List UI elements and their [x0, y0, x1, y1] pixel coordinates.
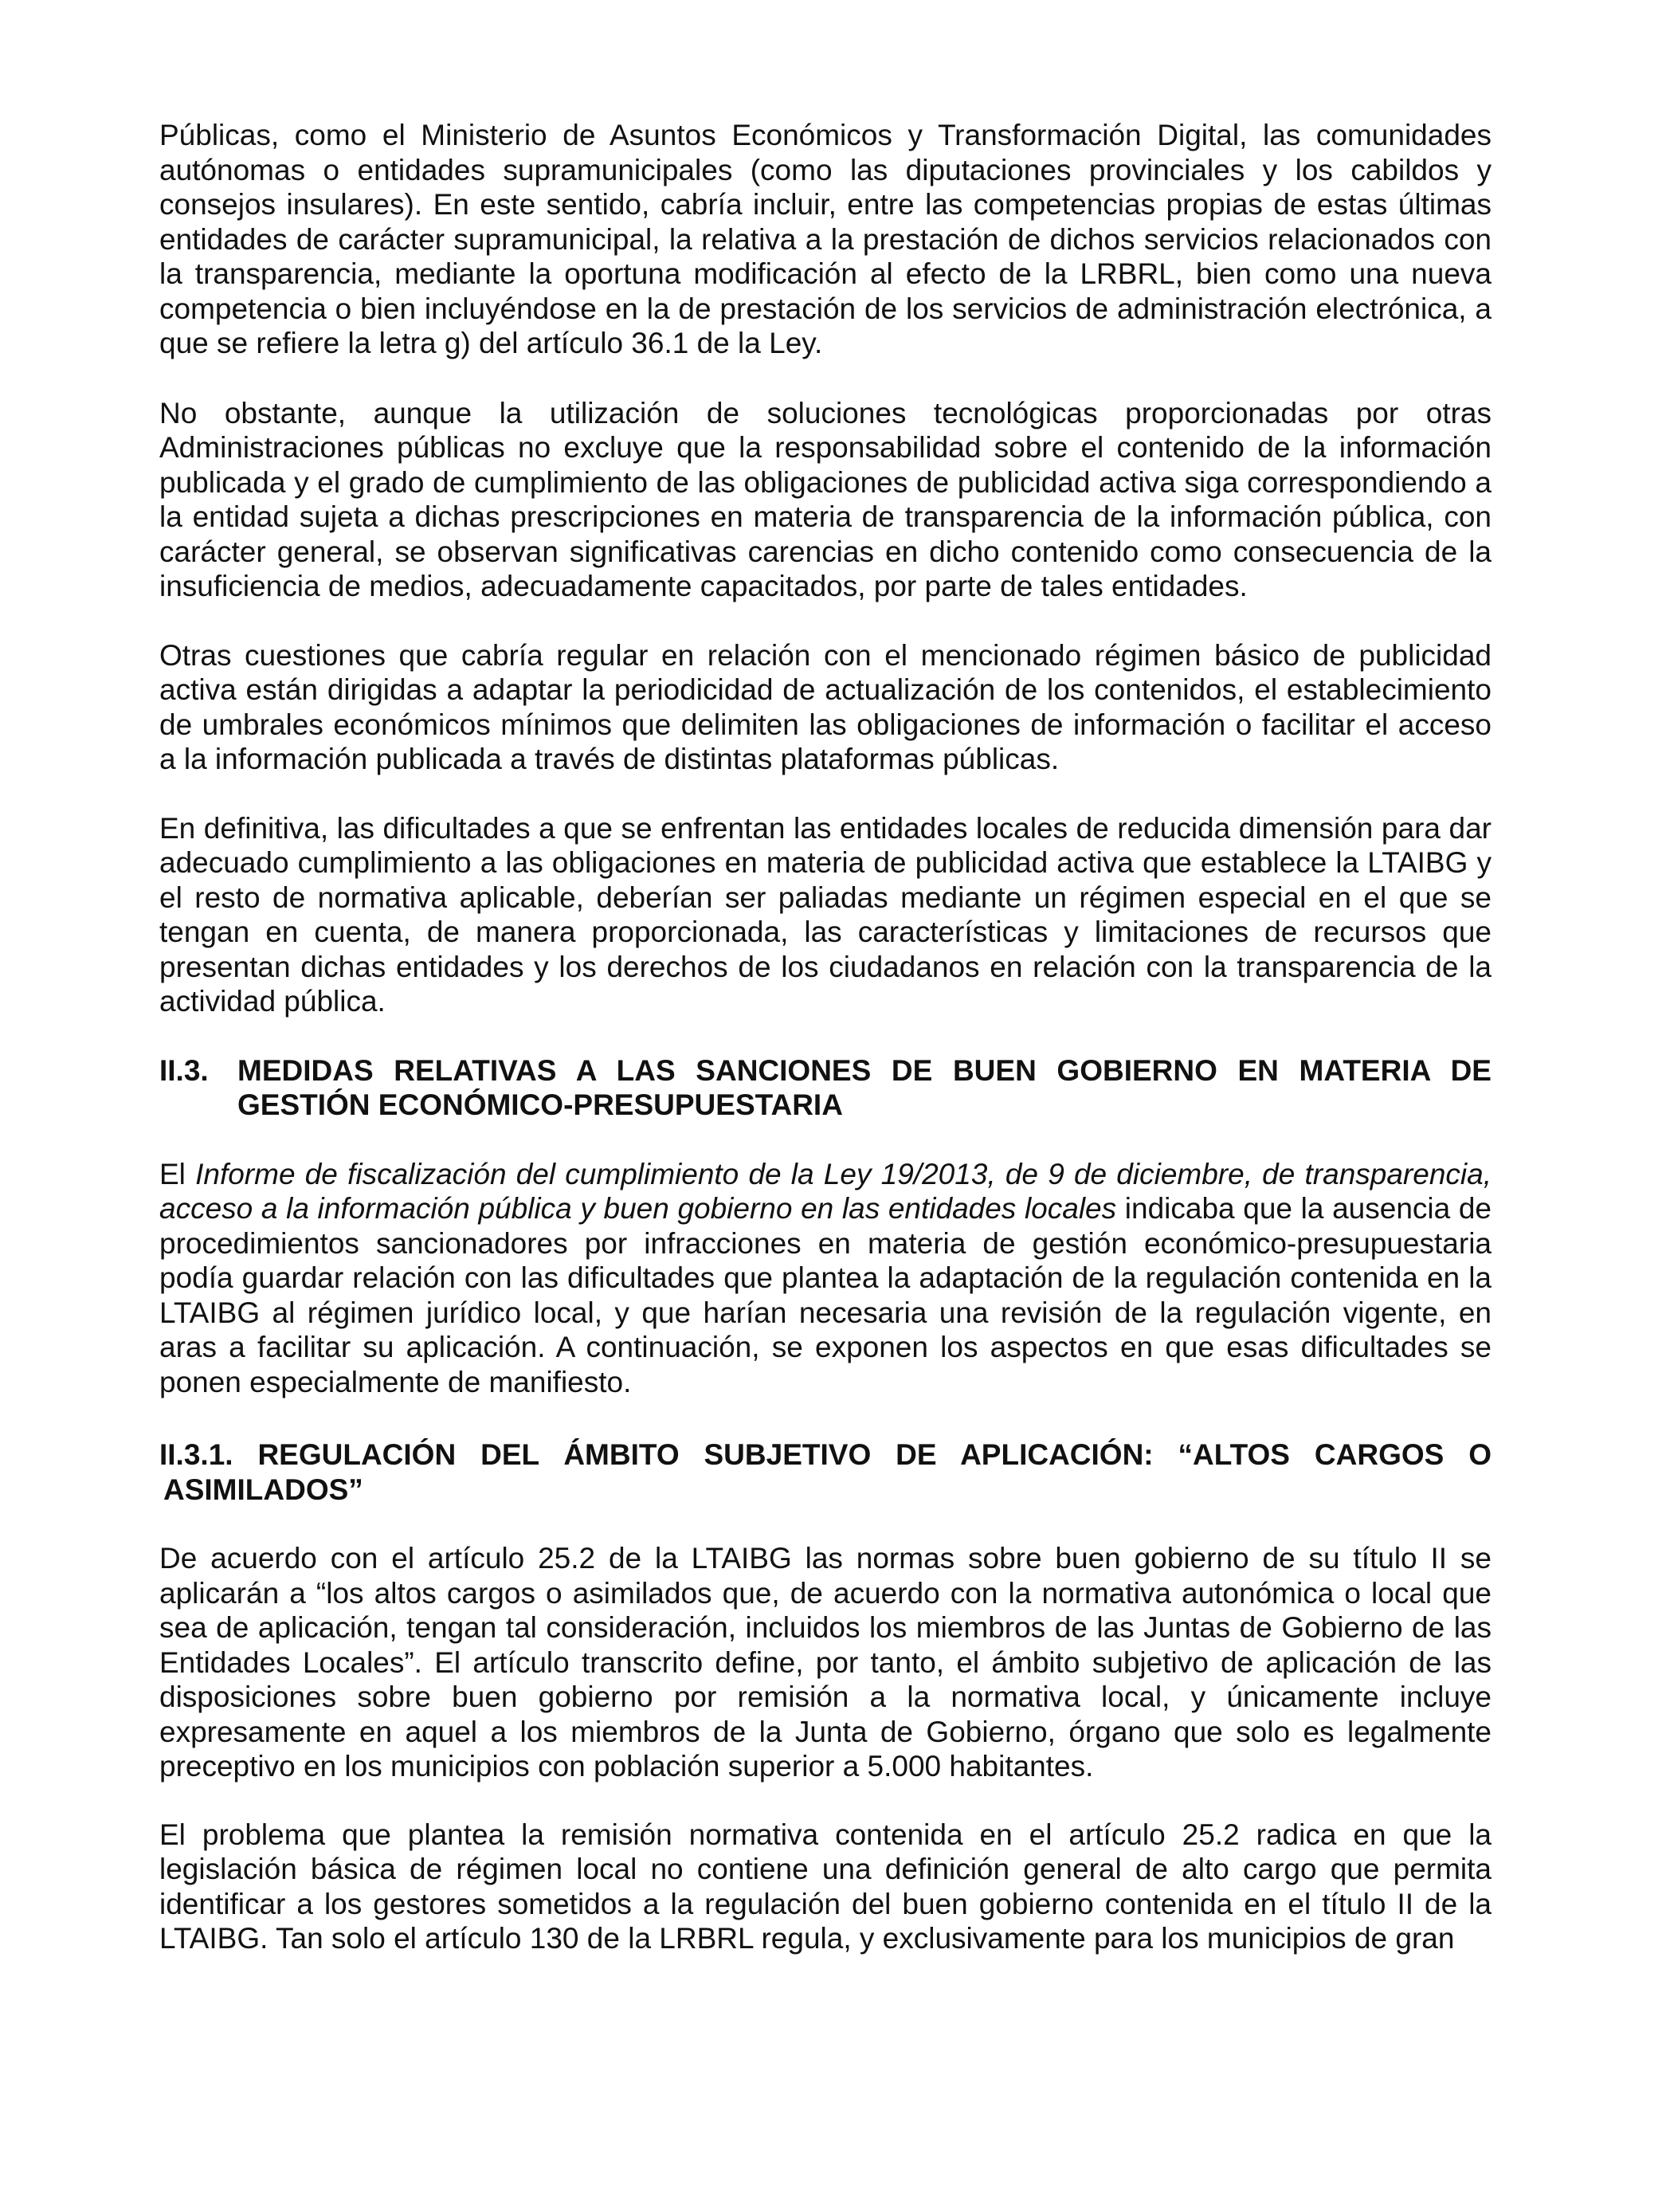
document-page [159, 118, 1492, 1991]
section-number: II.3. [159, 1053, 209, 1087]
paragraph-rest: indicaba que la ausencia de procedimientos sancionadores por infracciones en materia de gestión económico-presupuestaria podía guardar relación con las dificultades que plantea la adaptación de la regulación contenida en la LTAIBG al régimen jurídico local, y que harían necesaria una revisión de la regulación vigente, en aras a facilitar su aplicación. A continuación, se exponen los aspectos en que esas dificultades se ponen especialmente de manifiesto. [159, 1192, 1492, 1398]
paragraph-articulo-25-2: De acuerdo con el artículo 25.2 de la LTAIBG las normas sobre buen gobierno de su título II se aplicarán a “los altos cargos o asimilados que, de acuerdo con la normativa autonómica o local que sea de aplicación, tengan tal consideración, incluidos los miembros de las Juntas de Gobierno de las Entidades Locales”. El artículo transcrito define, por tanto, el ámbito subjetivo de aplicación de las disposiciones sobre buen gobierno por remisión a la normativa local, y únicamente incluye expresamente en aquel a los miembros de la Junta de Gobierno, órgano que solo es legalmente preceptivo en los municipios con población superior a 5.000 habitantes. [159, 1542, 1492, 1783]
paragraph-no-obstante: No obstante, aunque la utilización de soluciones tecnológicas proporcionadas por otras Administraciones públicas no excluye que la responsabilidad sobre el contenido de la información publicada y el grado de cumplimiento de las obligaciones de publicidad activa siga correspondiendo a la entidad sujeta a dichas prescripciones en materia de transparencia de la información pública, con carácter general, se observan significativas carencias en dicho contenido como consecuencia de la insuficiencia de medios, adecuadamente capacitados, por parte de tales entidades. [159, 396, 1492, 602]
report-title-italic: Informe de fiscalización del cumplimiento de la Ley 19/2013, de 9 de diciembre, de transparencia, acceso a la información pública y buen gobierno en las entidades locales [159, 1157, 1492, 1225]
paragraph-en-definitiva: En definitiva, las dificultades a que se enfrentan las entidades locales de reducida dimensión para dar adecuado cumplimiento a las obligaciones en materia de publicidad activa que establece la LTAIBG y el resto de normativa aplicable, deberían ser paliadas mediante un régimen especial en el que se tengan en cuenta, de manera proporcionada, las características y limitaciones de recursos que presentan dichas entidades y los derechos de los ciudadanos en relación con la transparencia de la actividad pública. [159, 811, 1492, 1018]
paragraph-otras-cuestiones: Otras cuestiones que cabría regular en relación con el mencionado régimen básico de publicidad activa están dirigidas a adaptar la periodicidad de actualización de los contenidos, el establecimiento de umbrales económicos mínimos que delimiten las obligaciones de información o facilitar el acceso a la información publicada a través de distintas plataformas públicas. [159, 638, 1492, 775]
paragraph-competencias: Públicas, como el Ministerio de Asuntos Económicos y Transformación Digital, las comunidades autónomas o entidades supramunicipales (como las diputaciones provinciales y los cabildos y consejos insulares). En este sentido, cabría incluir, entre las competencias propias de estas últimas entidades de carácter supramunicipal, la relativa a la prestación de dichos servicios relacionados con la transparencia, mediante la oportuna modificación al efecto de la LRBRL, bien como una nueva competencia o bien incluyéndose en la de prestación de los servicios de administración electrónica, a que se refiere la letra g) del artículo 36.1 de la Ley. [159, 119, 1492, 359]
subsection-title-line1: II.3.1. REGULACIÓN DEL ÁMBITO SUBJETIVO DE APLICACIÓN: “ALTOS CARGOS O [159, 1438, 1492, 1471]
section-heading-ii-3 [159, 1053, 1492, 1123]
section-title: MEDIDAS RELATIVAS A LAS SANCIONES DE BUEN GOBIERNO EN MATERIA DE GESTIÓN ECONÓMICO-PRESUPUESTARIA [237, 1053, 1492, 1121]
subsection-title-line2: ASIMILADOS” [163, 1473, 363, 1506]
paragraph-informe-fiscalizacion [159, 1157, 1492, 1400]
paragraph-problema-remision: El problema que plantea la remisión normativa contenida en el artículo 25.2 radica en que la legislación básica de régimen local no contiene una definición general de alto cargo que permita identificar a los gestores sometidos a la regulación del buen gobierno contenida en el título II de la LTAIBG. Tan solo el artículo 130 de la LRBRL regula, y exclusivamente para los municipios de gran [159, 1818, 1492, 1955]
subsection-heading-ii-3-1 [159, 1437, 1492, 1507]
paragraph-lead: El [159, 1157, 196, 1190]
